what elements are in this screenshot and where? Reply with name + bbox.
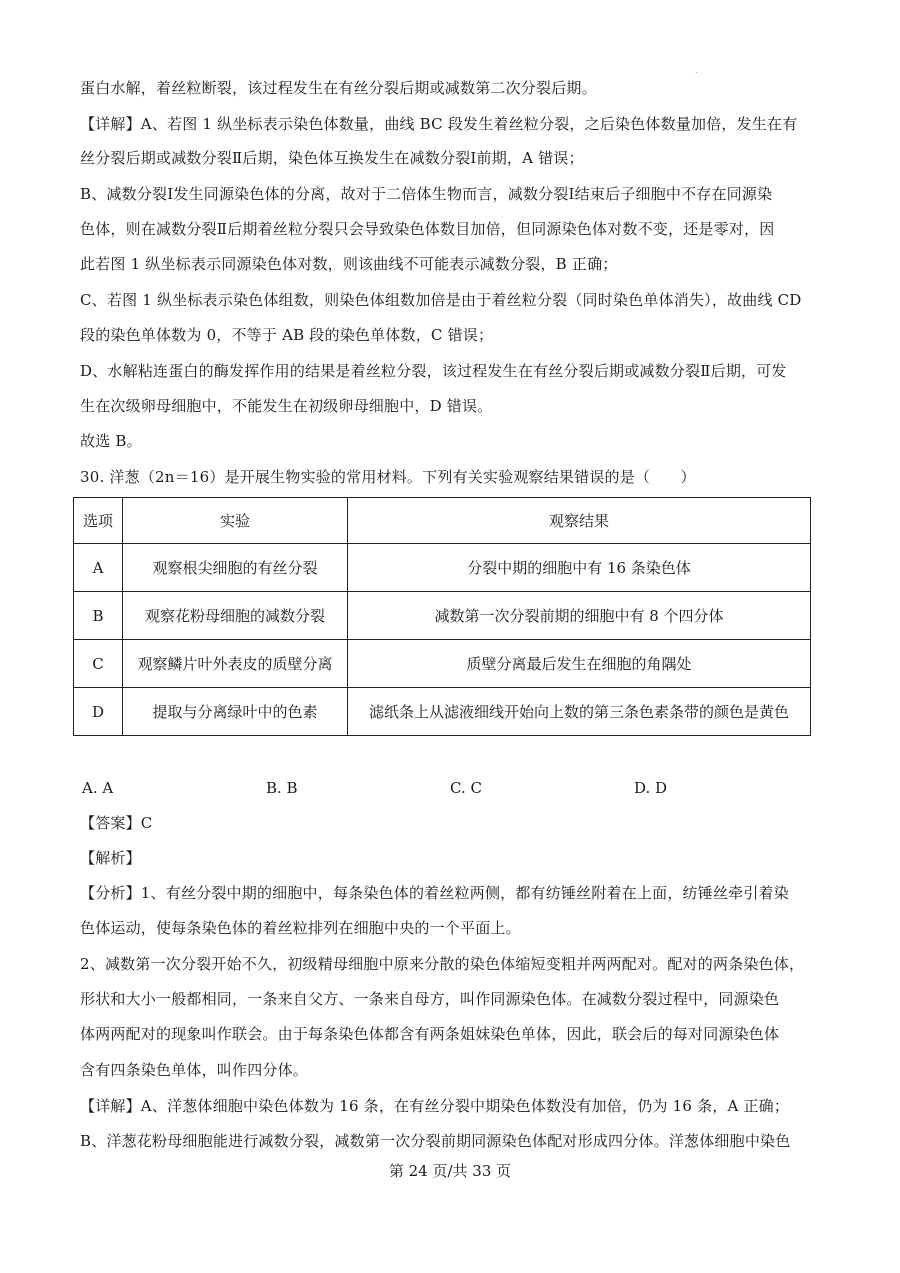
table-cell: 分裂中期的细胞中有 16 条染色体 bbox=[348, 544, 811, 592]
paragraph-line: B、洋葱花粉母细胞能进行减数分裂，减数第一次分裂前期同源染色体配对形成四分体。洋葱体细胞中染色 bbox=[80, 1132, 791, 1150]
paragraph-line: 色体，则在减数分裂Ⅱ后期着丝粒分裂只会导致染色体数目加倍，但同源染色体对数不变，还是零对，因 bbox=[80, 220, 775, 238]
paragraph-line: 生在次级卵母细胞中，不能发生在初级卵母细胞中，D 错误。 bbox=[80, 397, 493, 415]
table-cell: 减数第一次分裂前期的细胞中有 8 个四分体 bbox=[348, 592, 811, 640]
table-cell: 观察根尖细胞的有丝分裂 bbox=[123, 544, 348, 592]
paragraph-line: 含有四条染色单体，叫作四分体。 bbox=[80, 1061, 309, 1079]
answer-line: 【答案】C bbox=[80, 814, 153, 832]
table-row bbox=[74, 688, 811, 736]
table-header-cell: 观察结果 bbox=[348, 498, 811, 544]
table-cell: 观察鳞片叶外表皮的质壁分离 bbox=[123, 640, 348, 688]
table-cell: 提取与分离绿叶中的色素 bbox=[123, 688, 348, 736]
paragraph-line: B、减数分裂Ⅰ发生同源染色体的分离，故对于二倍体生物而言，减数分裂Ⅰ结束后子细胞中不存在同源染 bbox=[80, 185, 773, 203]
paragraph-line: D、水解粘连蛋白的酶发挥作用的结果是着丝粒分裂，该过程发生在有丝分裂后期或减数分裂Ⅱ后期，可发 bbox=[80, 362, 787, 380]
answer-option-a: A. A bbox=[82, 779, 114, 797]
table-header-cell: 选项 bbox=[74, 498, 123, 544]
table-cell: 滤纸条上从滤液细线开始向上数的第三条色素条带的颜色是黄色 bbox=[348, 688, 811, 736]
paragraph-line: 丝分裂后期或减数分裂Ⅱ后期，染色体互换发生在减数分裂Ⅰ前期，A 错误； bbox=[80, 149, 584, 167]
paragraph-line: 【分析】1、有丝分裂中期的细胞中，每条染色体的着丝粒两侧，都有纺锤丝附着在上面，纺锤丝牵引着染 bbox=[80, 884, 789, 902]
answer-option-d: D. D bbox=[634, 779, 668, 797]
table-row bbox=[74, 640, 811, 688]
paragraph-line: 体两两配对的现象叫作联会。由于每条染色体都含有两条姐妹染色单体，因此，联会后的每对同源染色体 bbox=[80, 1025, 780, 1043]
table-cell: 质壁分离最后发生在细胞的角隅处 bbox=[348, 640, 811, 688]
answer-option-b: B. B bbox=[266, 779, 298, 797]
paragraph-line: 蛋白水解，着丝粒断裂，该过程发生在有丝分裂后期或减数第二次分裂后期。 bbox=[80, 79, 597, 97]
analysis-heading: 【解析】 bbox=[80, 849, 141, 867]
table-header-row bbox=[74, 498, 811, 544]
question-stem: 30. 洋葱（2n＝16）是开展生物实验的常用材料。下列有关实验观察结果错误的是（ ） bbox=[80, 468, 696, 486]
table-cell: C bbox=[74, 640, 123, 688]
table-row bbox=[74, 544, 811, 592]
stray-mark: ˙ bbox=[694, 72, 699, 82]
table-row bbox=[74, 592, 811, 640]
paragraph-line: 【详解】A、洋葱体细胞中染色体数为 16 条，在有丝分裂中期染色体数没有加倍，仍为 16 条，A 正确； bbox=[80, 1097, 790, 1115]
page-footer: 第 24 页/共 33 页 bbox=[388, 1162, 512, 1180]
table-cell: A bbox=[74, 544, 123, 592]
paragraph-line: 故选 B。 bbox=[80, 432, 142, 450]
paragraph-line: C、若图 1 纵坐标表示染色体组数，则染色体组数加倍是由于着丝粒分裂（同时染色单体消失），故曲线 CD bbox=[80, 291, 802, 309]
table-cell: D bbox=[74, 688, 123, 736]
paragraph-line: 【详解】A、若图 1 纵坐标表示染色体数量，曲线 BC 段发生着丝粒分裂，之后染色体数量加倍，发生在有 bbox=[80, 115, 798, 133]
paragraph-line: 2、减数第一次分裂开始不久，初级精母细胞中原来分散的染色体缩短变粗并两两配对。配对的两条染色体， bbox=[80, 955, 805, 973]
paragraph-line: 段的染色单体数为 0，不等于 AB 段的染色单体数，C 错误； bbox=[80, 326, 494, 344]
paragraph-line: 形状和大小一般都相同，一条来自父方、一条来自母方，叫作同源染色体。在减数分裂过程中，同源染色 bbox=[80, 990, 780, 1008]
paragraph-line: 色体运动，使每条染色体的着丝粒排列在细胞中央的一个平面上。 bbox=[80, 919, 521, 937]
table-cell: 观察花粉母细胞的减数分裂 bbox=[123, 592, 348, 640]
paragraph-line: 此若图 1 纵坐标表示同源染色体对数，则该曲线不可能表示减数分裂，B 正确； bbox=[80, 255, 618, 273]
experiment-table bbox=[73, 497, 811, 736]
table-header-cell: 实验 bbox=[123, 498, 348, 544]
table-cell: B bbox=[74, 592, 123, 640]
answer-option-c: C. C bbox=[450, 779, 482, 797]
